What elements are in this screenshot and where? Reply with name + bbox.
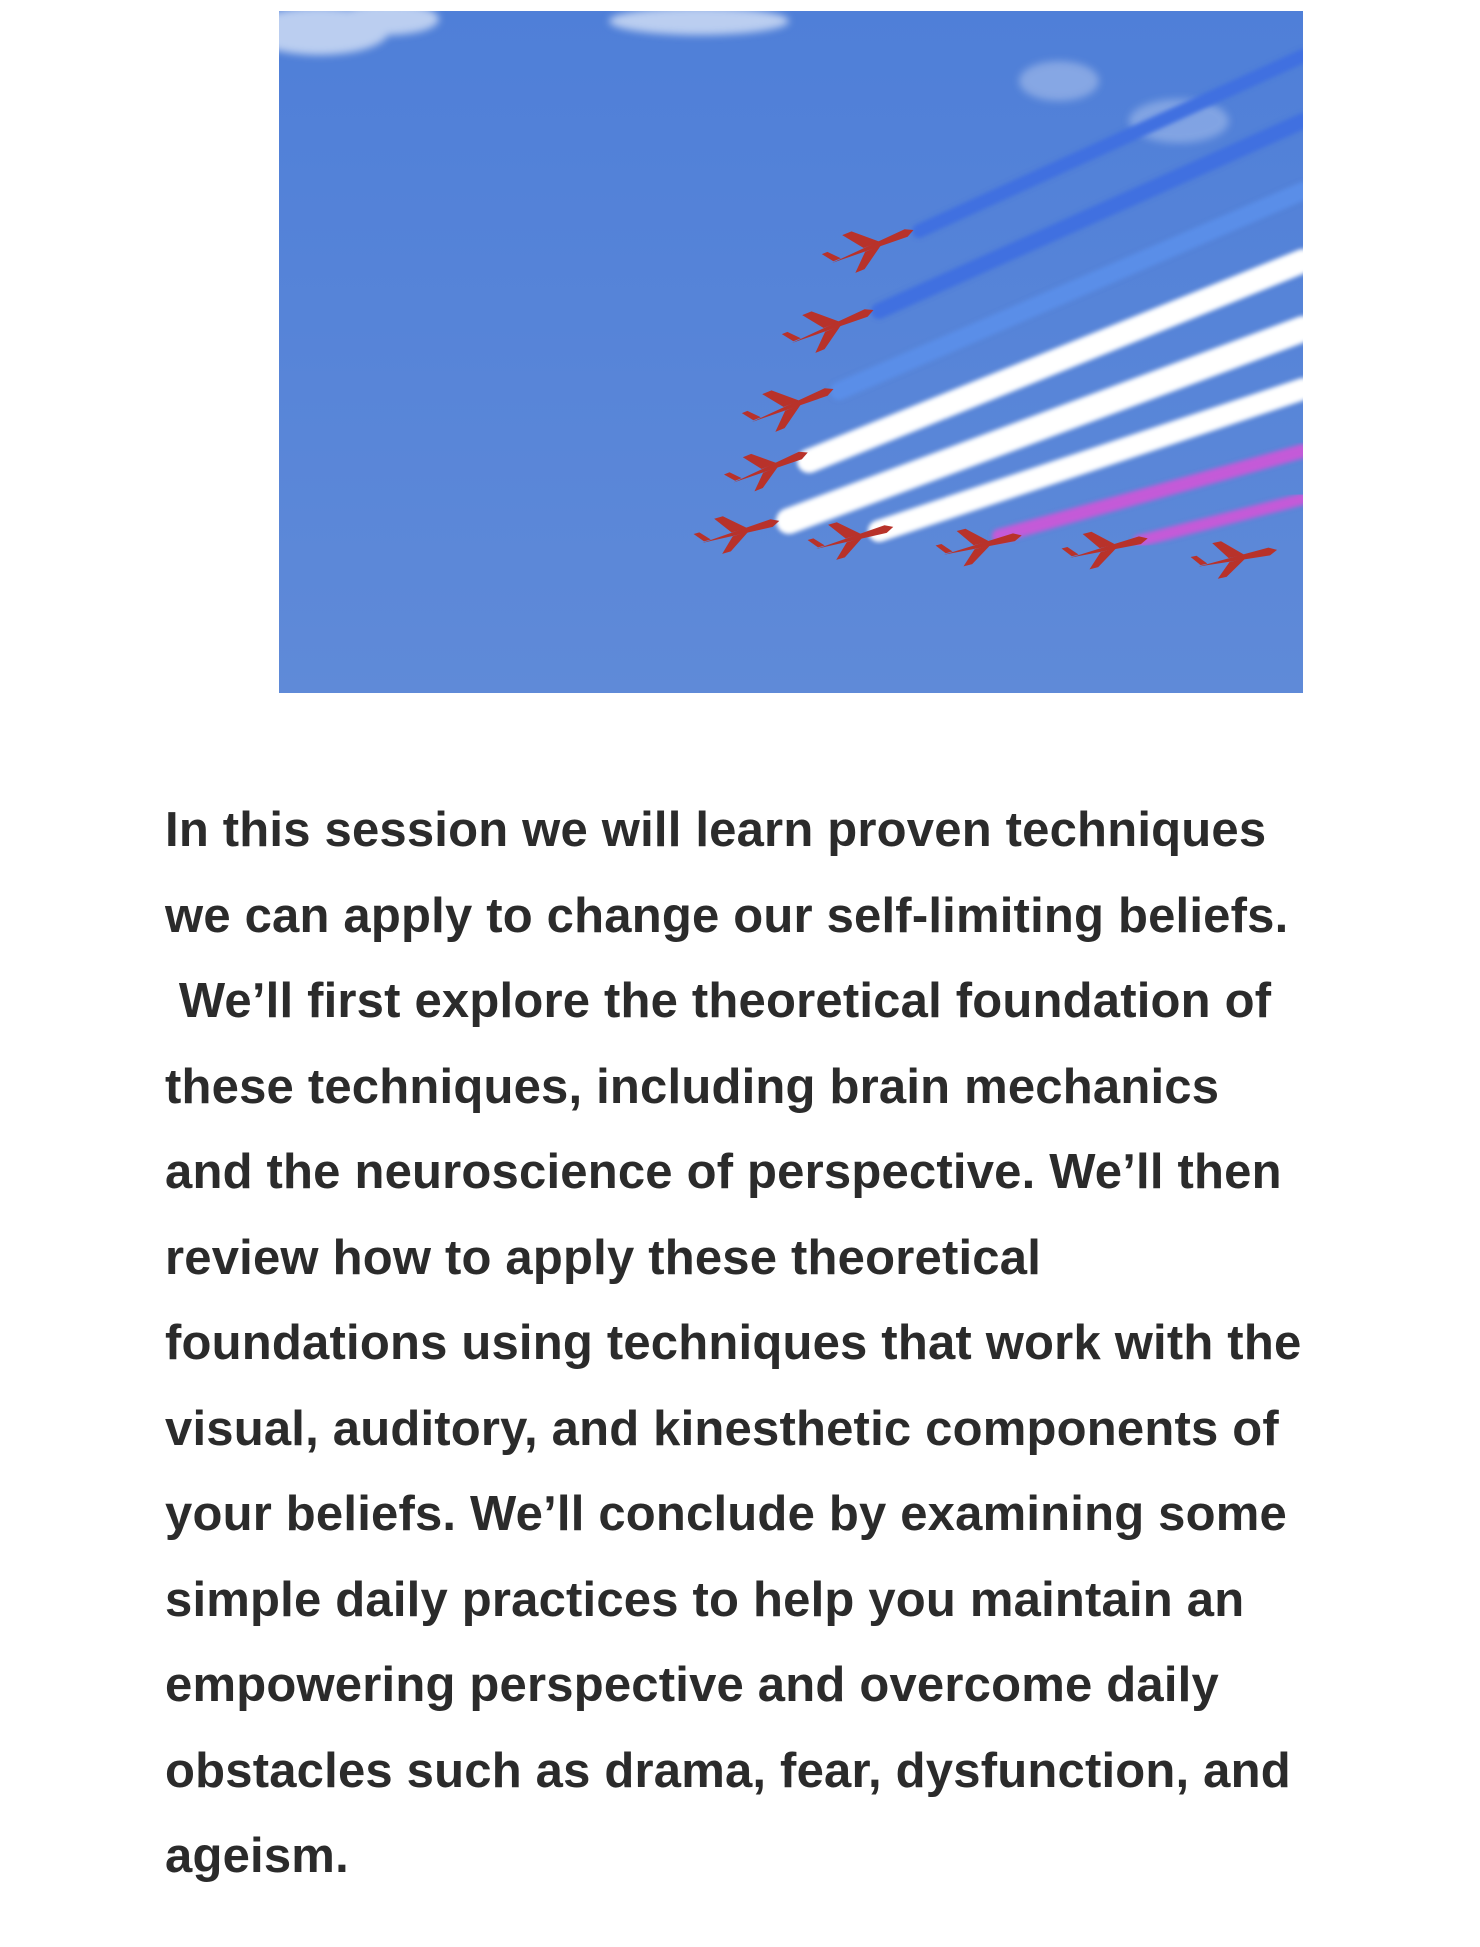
description-line: simple daily practices to help you maintain an [165, 1572, 1245, 1627]
description-line: review how to apply these theoretical [165, 1230, 1042, 1285]
airshow-photo [279, 11, 1303, 693]
description-line: these techniques, including brain mechanics [165, 1059, 1220, 1114]
description-line: foundations using techniques that work with the [165, 1316, 1302, 1370]
description-line: visual, auditory, and kinesthetic components of [165, 1401, 1279, 1456]
description-line: your beliefs. We’ll conclude by examining some [165, 1487, 1287, 1541]
description-line: We’ll first explore the theoretical foundation of [165, 974, 1272, 1028]
description-line: obstacles such as drama, fear, dysfunction, and [165, 1743, 1291, 1798]
airshow-photo-graphic [279, 11, 1303, 693]
description-line: and the neuroscience of perspective. We’ll then [165, 1145, 1282, 1199]
session-description [165, 788, 1425, 1900]
description-line: ageism. [165, 1829, 349, 1883]
description-line: In this session we will learn proven techniques [165, 803, 1267, 857]
description-line: empowering perspective and overcome daily [165, 1658, 1219, 1712]
description-line: we can apply to change our self-limiting beliefs. [165, 888, 1289, 943]
